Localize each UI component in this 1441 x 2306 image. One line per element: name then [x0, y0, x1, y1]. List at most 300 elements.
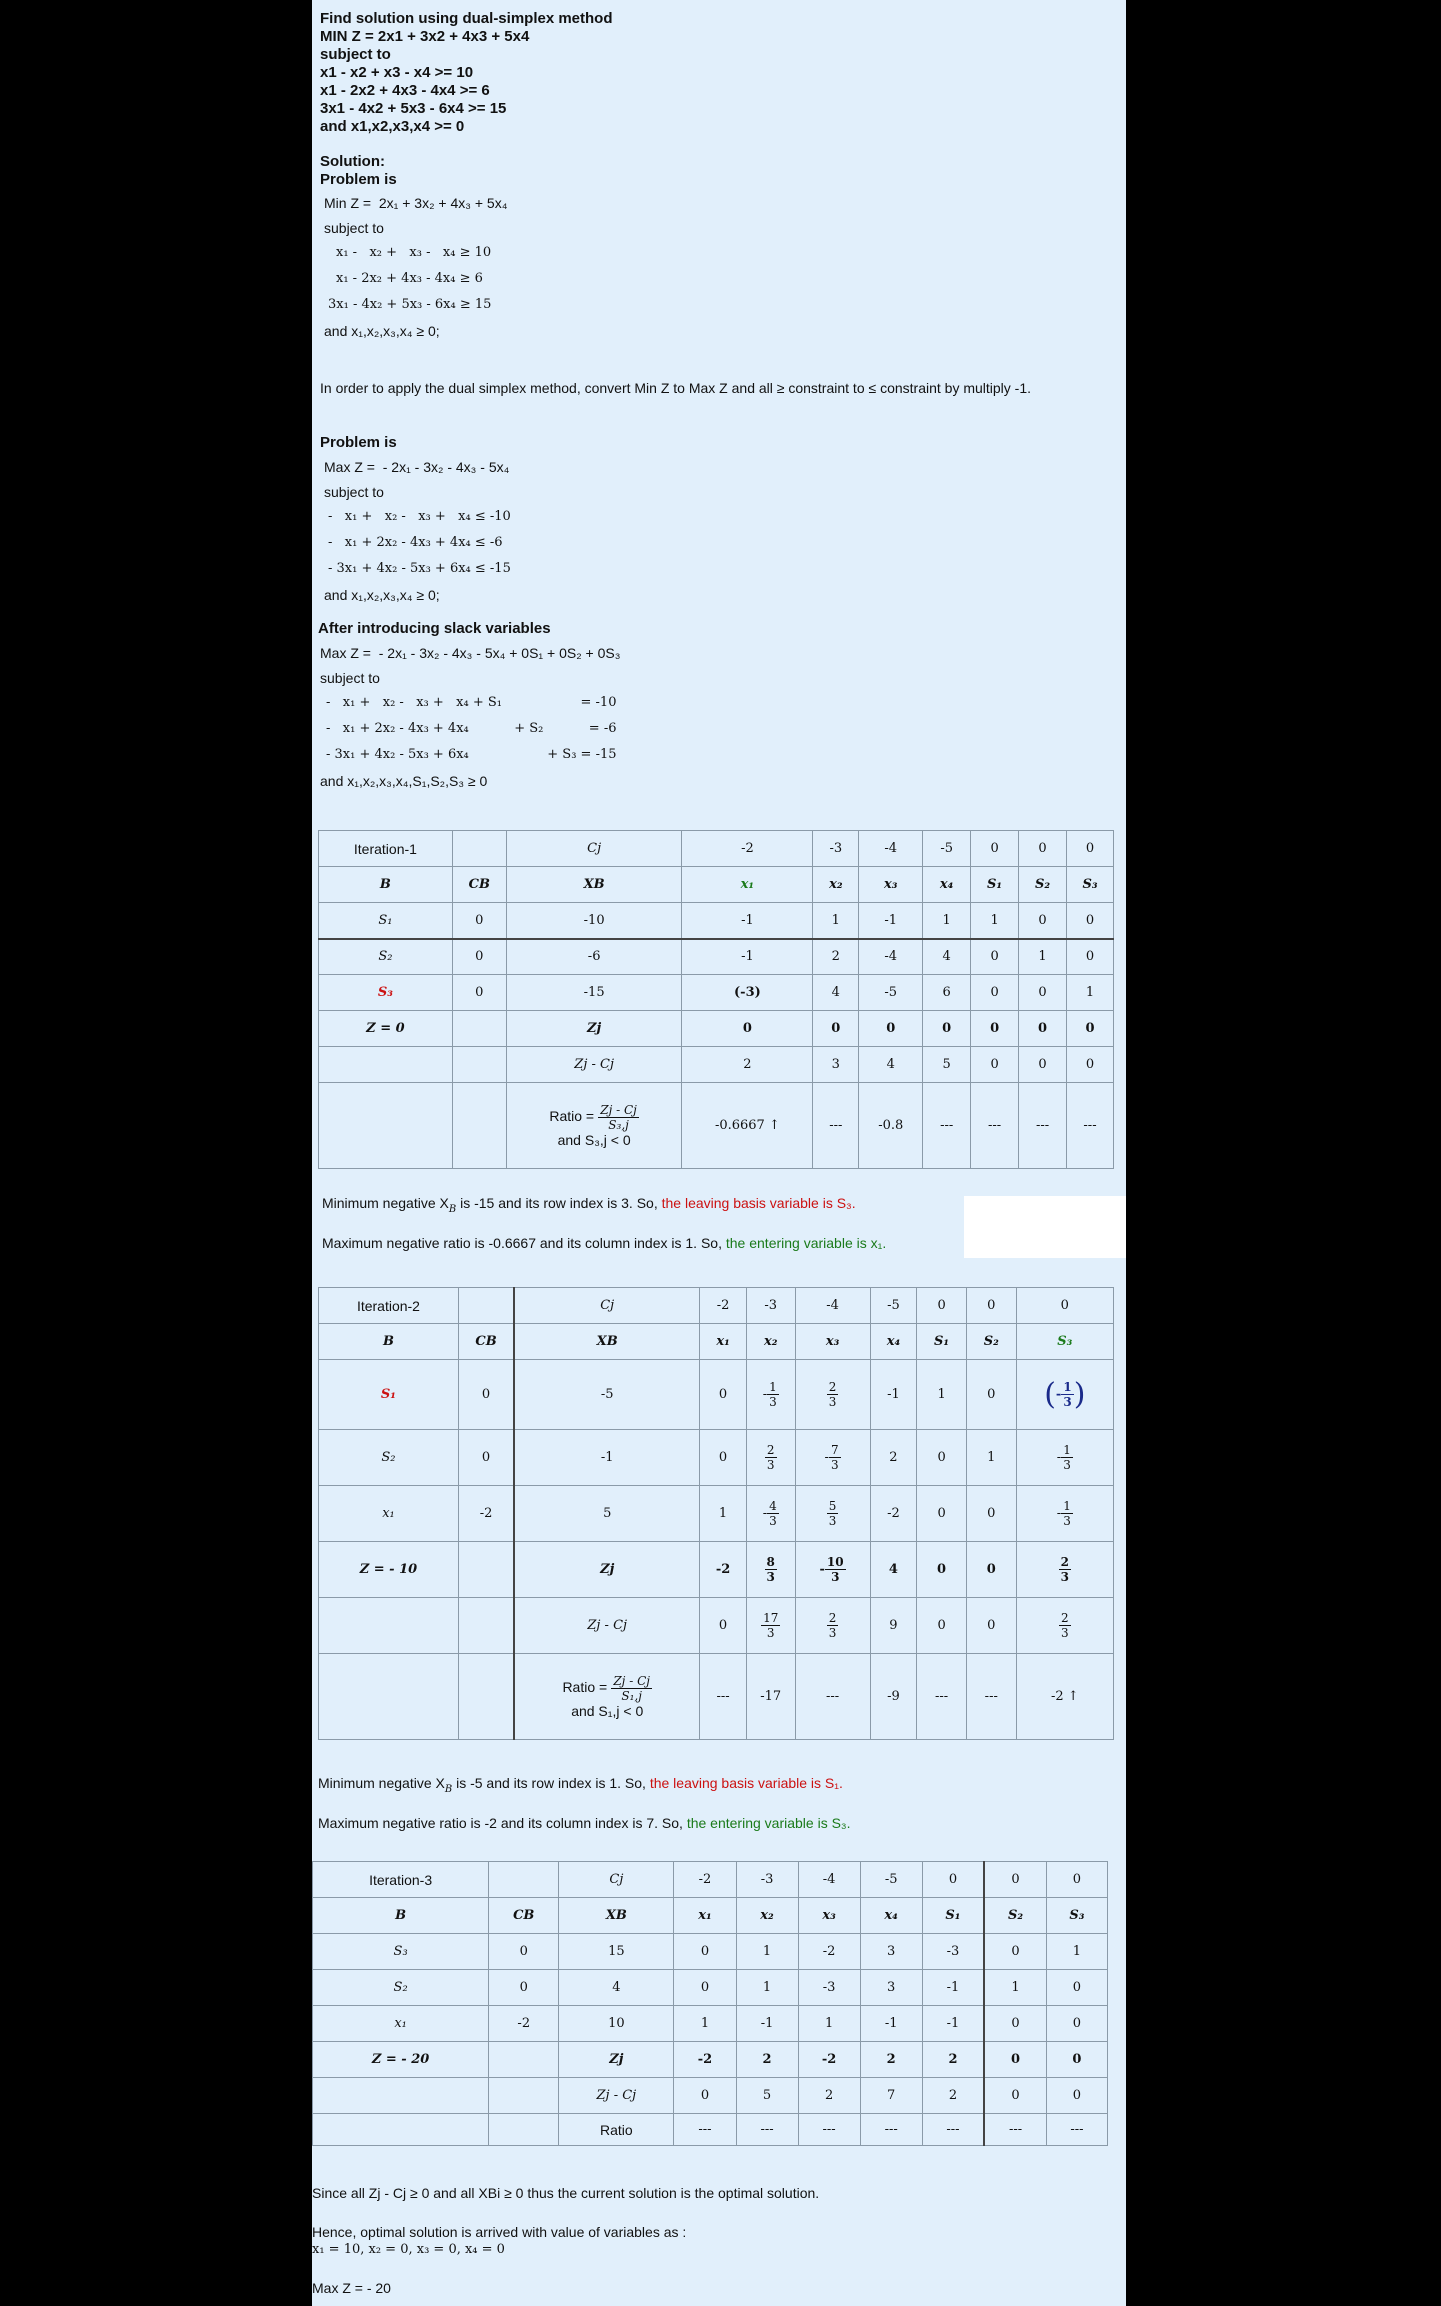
cj-cell: 0: [922, 1862, 984, 1898]
table-cell: -3: [798, 1970, 860, 2006]
table-row: [313, 2006, 1108, 2042]
ratio-cell: ---: [966, 1654, 1016, 1740]
table-cell: 4: [813, 975, 859, 1011]
table-cell: 0: [966, 1360, 1016, 1430]
cj-label: Cj: [559, 1862, 674, 1898]
table-cell: 0: [917, 1486, 967, 1542]
table-cell: -10: [506, 903, 682, 939]
table-cell: -1: [736, 2006, 798, 2042]
header-cell: B: [319, 1324, 459, 1360]
header-cell: x₄: [923, 867, 971, 903]
note-text: Maximum negative ratio is -0.6667 and its column index is 1. So,: [322, 1235, 726, 1251]
table-cell: -4: [859, 939, 923, 975]
table-cell: -15: [506, 975, 682, 1011]
ratio-den: S₁,j: [621, 1689, 642, 1703]
hence-note: Hence, optimal solution is arrived with value of variables as :: [312, 2224, 687, 2240]
table-cell: 1: [736, 1934, 798, 1970]
problem-line: 3x1 - 4x2 + 5x3 - 6x4 >= 15: [320, 100, 507, 117]
zj-cell: 2: [736, 2042, 798, 2078]
zj-label: Zj: [506, 1011, 682, 1047]
zj-cell: 0: [682, 1011, 813, 1047]
table-cell: 0: [1019, 903, 1067, 939]
basis-cell: S₁: [319, 903, 453, 939]
iteration-3-table: [312, 1861, 1108, 2146]
ratio-cell: ---: [798, 2114, 860, 2146]
header-row: [313, 1898, 1108, 1934]
header-cell: x₂: [746, 1324, 795, 1360]
table-cell: 6: [923, 975, 971, 1011]
table-cell: 15: [559, 1934, 674, 1970]
table-cell: 0: [984, 1934, 1046, 1970]
table-cell: -1: [514, 1430, 700, 1486]
ratio-cell: ---: [1046, 2114, 1107, 2146]
ratio-label: Ratio =: [562, 1679, 608, 1695]
ratio-cell: -17: [746, 1654, 795, 1740]
sign: -: [819, 1562, 825, 1577]
header-cell: S₃: [1067, 867, 1114, 903]
cj-cell: -4: [859, 831, 923, 867]
table-cell: -1: [859, 903, 923, 939]
table-cell: 1: [1019, 939, 1067, 975]
ratio-cell: -9: [870, 1654, 917, 1740]
table-cell: 0: [966, 1486, 1016, 1542]
basis-cell: S₃: [313, 1934, 489, 1970]
ratio-num: Zj - Cj: [613, 1674, 650, 1688]
num: 1: [769, 1380, 777, 1394]
den: 3: [1063, 1458, 1071, 1472]
ratio-label: Ratio =: [549, 1108, 595, 1124]
header-cell: x₄: [870, 1324, 917, 1360]
table-cell: 4: [559, 1970, 674, 2006]
table-cell: [1016, 1486, 1113, 1542]
ratio-num: Zj - Cj: [600, 1103, 637, 1117]
table-row: [319, 1360, 1114, 1430]
table-cell: 1: [984, 1970, 1046, 2006]
zjcj-cell: 0: [700, 1598, 747, 1654]
table-cell: 0: [674, 1970, 736, 2006]
note-text: Minimum negative X: [318, 1775, 445, 1791]
zjcj-cell: 0: [1067, 1047, 1114, 1083]
objective: Max Z = - 2x₁ - 3x₂ - 4x₃ - 5x₄ + 0S₁ + 0S₂ + 0S₃: [320, 645, 621, 661]
table-cell: -1: [922, 2006, 984, 2042]
num: 8: [766, 1555, 775, 1569]
table-cell: 3: [860, 1934, 922, 1970]
den: 3: [766, 1458, 775, 1472]
solution-heading: [320, 153, 1118, 189]
ratio-cell: ---: [860, 2114, 922, 2146]
header-cell: x₂: [736, 1898, 798, 1934]
cj-cell: -5: [923, 831, 971, 867]
objective: Min Z = 2x₁ + 3x₂ + 4x₃ + 5x₄: [324, 195, 508, 211]
header-cell: XB: [559, 1898, 674, 1934]
iteration-1-table: [318, 830, 1114, 1169]
zjcj-cell: 0: [1046, 2078, 1107, 2114]
converted-problem: [324, 454, 1118, 608]
cj-cell: -3: [736, 1862, 798, 1898]
table-cell: [795, 1430, 870, 1486]
constraint: - 3x₁ + 4x₂ - 5x₃ + 6x₄ + S₃ = -15: [326, 747, 617, 762]
convert-note: In order to apply the dual simplex method, convert Min Z to Max Z and all ≥ constraint to ≤ constraint by multiply -1.: [320, 380, 1032, 396]
leaving-basis-cell: S₃: [319, 975, 453, 1011]
zjcj-row: [319, 1598, 1114, 1654]
ratio-cell: ---: [923, 1083, 971, 1169]
problem-line: and x1,x2,x3,x4 >= 0: [320, 118, 465, 135]
table-cell: 0: [971, 939, 1019, 975]
basis-cell: S₂: [319, 939, 453, 975]
constraint: - x₁ + x₂ - x₃ + x₄ ≤ -10: [328, 509, 511, 524]
subject-to: subject to: [320, 670, 380, 686]
table-cell: -1: [682, 903, 813, 939]
header-row: [319, 867, 1114, 903]
ratio-cell: ---: [700, 1654, 747, 1740]
table-cell: 0: [700, 1360, 747, 1430]
zj-cell: 0: [1067, 1011, 1114, 1047]
problem-line: x1 - x2 + x3 - x4 >= 10: [320, 64, 474, 81]
den: 3: [766, 1570, 775, 1584]
table-cell: 0: [489, 1934, 559, 1970]
zjcj-cell: 0: [674, 2078, 736, 2114]
cj-cell: 0: [1019, 831, 1067, 867]
table-cell: -3: [922, 1934, 984, 1970]
header-cell: XB: [506, 867, 682, 903]
optimal-values: x₁ = 10, x₂ = 0, x₃ = 0, x₄ = 0: [312, 2242, 505, 2257]
table-cell: 4: [923, 939, 971, 975]
num: 2: [1060, 1611, 1069, 1625]
zjcj-cell: 0: [1019, 1047, 1067, 1083]
zj-cell: -2: [700, 1542, 747, 1598]
table-cell: 5: [514, 1486, 700, 1542]
zjcj-row: [319, 1047, 1114, 1083]
note-text: Maximum negative ratio is -2 and its column index is 7. So,: [318, 1815, 687, 1831]
ratio-condition: and S₃,j < 0: [557, 1132, 631, 1148]
zj-cell: 0: [1019, 1011, 1067, 1047]
nonneg: and x₁,x₂,x₃,x₄ ≥ 0;: [324, 587, 440, 603]
zjcj-row: [313, 2078, 1108, 2114]
nonneg: and x₁,x₂,x₃,x₄,S₁,S₂,S₃ ≥ 0: [320, 773, 488, 789]
zj-cell: [746, 1542, 795, 1598]
table-cell: 0: [452, 903, 506, 939]
zjcj-label: Zj - Cj: [559, 2078, 674, 2114]
cj-row: [313, 1862, 1108, 1898]
table-cell: 0: [458, 1430, 514, 1486]
z-value: Z = - 10: [319, 1542, 459, 1598]
zjcj-cell: 2: [922, 2078, 984, 2114]
header-cell: x₃: [795, 1324, 870, 1360]
ratio-cell: ---: [917, 1654, 967, 1740]
num: 2: [766, 1443, 775, 1457]
objective: Max Z = - 2x₁ - 3x₂ - 4x₃ - 5x₄: [324, 459, 510, 475]
zjcj-cell: 3: [813, 1047, 859, 1083]
cj-row: [319, 1288, 1114, 1324]
zjcj-cell: 5: [736, 2078, 798, 2114]
den: 3: [769, 1395, 777, 1409]
table-cell: 1: [1067, 975, 1114, 1011]
constraint: - 3x₁ + 4x₂ - 5x₃ + 6x₄ ≤ -15: [328, 561, 511, 576]
zj-cell: 0: [923, 1011, 971, 1047]
header-cell: S₁: [971, 867, 1019, 903]
header-cell: B: [313, 1898, 489, 1934]
entering-note-2: [318, 1813, 1118, 1833]
leaving-basis-cell: S₁: [319, 1360, 459, 1430]
zj-cell: 0: [813, 1011, 859, 1047]
num: 5: [828, 1499, 837, 1513]
problem2-title: Problem is: [320, 434, 397, 451]
cj-cell: -3: [813, 831, 859, 867]
entering-note-1: [322, 1233, 1118, 1253]
header-cell: x₃: [798, 1898, 860, 1934]
sign: -: [1055, 1387, 1062, 1402]
num: 1: [1063, 1443, 1071, 1457]
cj-cell: -3: [746, 1288, 795, 1324]
zj-cell: 0: [917, 1542, 967, 1598]
ratio-row: [313, 2114, 1108, 2146]
z-value: Z = 0: [319, 1011, 453, 1047]
den: 3: [766, 1626, 775, 1640]
ratio-cell: ---: [984, 2114, 1046, 2146]
zj-row: [319, 1542, 1114, 1598]
table-cell: [1016, 1430, 1113, 1486]
ratio-den: S₃,j: [608, 1118, 629, 1132]
problem-statement: [320, 10, 1118, 136]
leaving-note-2: [318, 1773, 1118, 1800]
zjcj-cell: [1016, 1598, 1113, 1654]
table-cell: 1: [700, 1486, 747, 1542]
table-cell: 0: [452, 939, 506, 975]
optimal-z: Max Z = - 20: [312, 2280, 391, 2296]
cj-cell: 0: [971, 831, 1019, 867]
basis-cell: S₂: [319, 1430, 459, 1486]
cj-cell: -2: [682, 831, 813, 867]
cj-cell: -4: [795, 1288, 870, 1324]
num: 1: [1063, 1499, 1071, 1513]
zjcj-cell: 4: [859, 1047, 923, 1083]
zjcj-cell: 0: [917, 1598, 967, 1654]
basis-cell: x₁: [313, 2006, 489, 2042]
header-row: [319, 1324, 1114, 1360]
leaving-variable-text: the leaving basis variable is S₁.: [649, 1775, 843, 1791]
slack-title: After introducing slack variables: [318, 620, 551, 637]
zjcj-label: Zj - Cj: [514, 1598, 700, 1654]
ratio-cell: ---: [795, 1654, 870, 1740]
table-cell: 1: [736, 1970, 798, 2006]
header-cell: S₂: [1019, 867, 1067, 903]
table-cell: 0: [674, 1934, 736, 1970]
header-cell: B: [319, 867, 453, 903]
zj-row: [319, 1011, 1114, 1047]
num: 4: [769, 1499, 777, 1513]
den: 3: [769, 1514, 777, 1528]
sign: -: [762, 1387, 768, 1402]
slack-problem: [320, 640, 1118, 794]
zjcj-cell: 2: [682, 1047, 813, 1083]
zj-cell: 0: [984, 2042, 1046, 2078]
zjcj-cell: 0: [984, 2078, 1046, 2114]
table-cell: 1: [923, 903, 971, 939]
zj-cell: -2: [674, 2042, 736, 2078]
cj-cell: -5: [870, 1288, 917, 1324]
zjcj-cell: [795, 1598, 870, 1654]
den: 3: [828, 1395, 837, 1409]
header-cell: S₃: [1046, 1898, 1107, 1934]
den: 3: [1063, 1395, 1072, 1409]
zjcj-cell: 9: [870, 1598, 917, 1654]
den: 3: [1063, 1514, 1071, 1528]
ratio-label-cell: [506, 1083, 682, 1169]
ratio-cell: ---: [1019, 1083, 1067, 1169]
constraint: x₁ - 2x₂ + 4x₃ - 4x₄ ≥ 6: [336, 271, 483, 286]
table-cell: 1: [798, 2006, 860, 2042]
table-cell: -2: [798, 1934, 860, 1970]
header-cell: S₂: [966, 1324, 1016, 1360]
table-cell: 0: [458, 1360, 514, 1430]
zjcj-cell: 0: [966, 1598, 1016, 1654]
zj-cell: -2: [798, 2042, 860, 2078]
sign: -: [1056, 1506, 1062, 1521]
z-value: Z = - 20: [313, 2042, 489, 2078]
optimality-note: Since all Zj - Cj ≥ 0 and all XBi ≥ 0 thus the current solution is the optimal solution.: [312, 2185, 820, 2201]
problem-is-label: Problem is: [320, 171, 397, 188]
den: 3: [1060, 1570, 1069, 1584]
table-cell: 0: [1046, 1970, 1107, 2006]
leaving-variable-text: the leaving basis variable is S₃.: [661, 1195, 856, 1211]
table-row: [313, 1970, 1108, 2006]
table-row: [319, 903, 1114, 939]
cj-cell: 0: [917, 1288, 967, 1324]
table-row: [319, 1486, 1114, 1542]
cj-label: Cj: [514, 1288, 700, 1324]
den: 3: [828, 1626, 837, 1640]
constraint: - x₁ + 2x₂ - 4x₃ + 4x₄ ≤ -6: [328, 535, 503, 550]
table-cell: 3: [860, 1970, 922, 2006]
nonneg: and x₁,x₂,x₃,x₄ ≥ 0;: [324, 323, 440, 339]
table-cell: [746, 1360, 795, 1430]
table-row: [319, 1430, 1114, 1486]
cj-label: Cj: [506, 831, 682, 867]
problem-line: MIN Z = 2x1 + 3x2 + 4x3 + 5x4: [320, 28, 530, 45]
cj-cell: -2: [700, 1288, 747, 1324]
solution-page: [312, 0, 1126, 2306]
zj-row: [313, 2042, 1108, 2078]
zjcj-cell: [746, 1598, 795, 1654]
header-cell: x₃: [859, 867, 923, 903]
table-cell: -1: [860, 2006, 922, 2042]
table-cell: 2: [813, 939, 859, 975]
zj-cell: 0: [971, 1011, 1019, 1047]
ratio-label: Ratio: [559, 2114, 674, 2146]
zj-cell: 0: [1046, 2042, 1107, 2078]
zj-cell: [1016, 1542, 1113, 1598]
ratio-row: [319, 1083, 1114, 1169]
ratio-label-cell: [514, 1654, 700, 1740]
iteration-label: Iteration-1: [319, 831, 453, 867]
constraint: 3x₁ - 4x₂ + 5x₃ - 6x₄ ≥ 15: [328, 297, 492, 312]
zjcj-cell: 2: [798, 2078, 860, 2114]
ratio-fraction: [598, 1103, 639, 1132]
ratio-cell: -0.6667 ↑: [682, 1083, 813, 1169]
cj-row: [319, 831, 1114, 867]
table-cell: 2: [870, 1430, 917, 1486]
table-cell: -2: [870, 1486, 917, 1542]
table-cell: 0: [917, 1430, 967, 1486]
table-row: [319, 939, 1114, 975]
header-cell: S₁: [922, 1898, 984, 1934]
note-text: is -15 and its row index is 3. So,: [456, 1195, 662, 1211]
zj-cell: 0: [966, 1542, 1016, 1598]
header-cell: XB: [514, 1324, 700, 1360]
zj-label: Zj: [514, 1542, 700, 1598]
header-cell: CB: [489, 1898, 559, 1934]
ratio-cell: ---: [813, 1083, 859, 1169]
cj-cell: 0: [1016, 1288, 1113, 1324]
iteration-label: Iteration-3: [313, 1862, 489, 1898]
table-cell: 0: [452, 975, 506, 1011]
table-cell: -1: [682, 939, 813, 975]
ratio-condition: and S₁,j < 0: [571, 1703, 644, 1719]
table-cell: -2: [489, 2006, 559, 2042]
header-cell: S₂: [984, 1898, 1046, 1934]
table-cell: 0: [1019, 975, 1067, 1011]
subject-to: subject to: [324, 484, 384, 500]
zj-cell: 2: [860, 2042, 922, 2078]
ratio-cell: ---: [674, 2114, 736, 2146]
table-cell: 0: [984, 2006, 1046, 2042]
num: 2: [828, 1611, 837, 1625]
basis-cell: x₁: [319, 1486, 459, 1542]
header-cell: S₃: [1016, 1324, 1113, 1360]
num: 2: [1060, 1555, 1069, 1569]
table-cell: 0: [700, 1430, 747, 1486]
constraint: - x₁ + x₂ - x₃ + x₄ + S₁ = -10: [326, 695, 617, 710]
header-cell: x₁: [674, 1898, 736, 1934]
note-sub: B: [448, 1203, 457, 1215]
pivot-cell: (-3): [682, 975, 813, 1011]
den: 3: [1060, 1626, 1069, 1640]
ratio-cell: ---: [971, 1083, 1019, 1169]
note-text: is -5 and its row index is 1. So,: [452, 1775, 650, 1791]
den: 3: [828, 1514, 837, 1528]
cj-cell: 0: [984, 1862, 1046, 1898]
note-text: Minimum negative X: [322, 1195, 449, 1211]
table-cell: [795, 1360, 870, 1430]
den: 3: [830, 1458, 839, 1472]
iteration-label: Iteration-2: [319, 1288, 459, 1324]
table-cell: 1: [674, 2006, 736, 2042]
zj-cell: 0: [859, 1011, 923, 1047]
header-cell: x₂: [813, 867, 859, 903]
pivot-cell: (- $\frac{1}{3}$ ): [1016, 1360, 1113, 1430]
table-cell: -1: [922, 1970, 984, 2006]
table-cell: [746, 1486, 795, 1542]
table-cell: 0: [971, 975, 1019, 1011]
zjcj-cell: 7: [860, 2078, 922, 2114]
sign: -: [1056, 1450, 1062, 1465]
header-cell: S₁: [917, 1324, 967, 1360]
num: 2: [828, 1380, 837, 1394]
num: 10: [826, 1555, 844, 1569]
table-row: [319, 975, 1114, 1011]
table-cell: 1: [966, 1430, 1016, 1486]
zjcj-label: Zj - Cj: [506, 1047, 682, 1083]
table-cell: 1: [917, 1360, 967, 1430]
den: 3: [831, 1570, 840, 1584]
problem-line: x1 - 2x2 + 4x3 - 4x4 >= 6: [320, 82, 490, 99]
table-cell: 0: [1046, 2006, 1107, 2042]
leaving-note-1: [322, 1193, 1118, 1220]
header-cell: CB: [452, 867, 506, 903]
header-cell: x₁: [682, 867, 813, 903]
header-cell: CB: [458, 1324, 514, 1360]
sign: -: [824, 1450, 829, 1465]
